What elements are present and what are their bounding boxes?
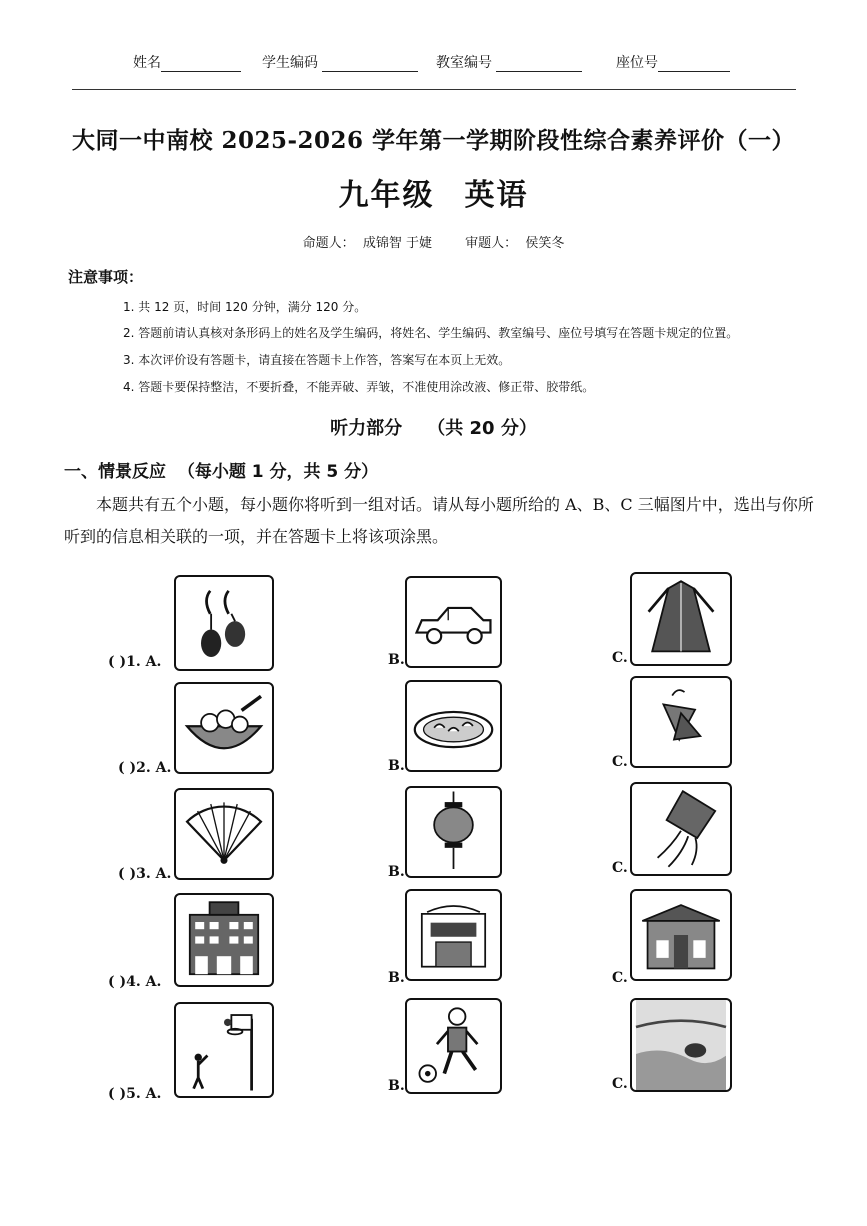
exam-title: 大同一中南校 2025-2026 学年第一学期阶段性综合素养评价（一） <box>71 127 796 154</box>
option-3c-kite-icon[interactable] <box>630 782 732 876</box>
option-5b-soccer-icon[interactable] <box>405 998 502 1094</box>
subject-label: 英语 <box>464 178 529 213</box>
option-5c-landscape-icon[interactable] <box>630 998 732 1092</box>
option-3a-folding-fan-icon[interactable] <box>174 788 274 880</box>
option-4a-office-building-icon[interactable] <box>174 893 274 987</box>
note-item: 3. 本次评价设有答题卡，请直接在答题卡上作答，答案写在本页上无效。 <box>123 353 511 367</box>
option-5a-basketball-icon[interactable] <box>174 1002 274 1098</box>
question-1-label: ( )1. A. <box>108 654 162 670</box>
option-4c-bookstore-icon[interactable] <box>630 889 732 981</box>
part-one-instruction: 本题共有五个小题，每小题你将听到一组对话。请从每小题所给的 A、B、C 三幅图片中，选出与你所听到的信息相关联的一项，并在答题卡上将该项涂黑。 <box>64 495 814 546</box>
name-field[interactable]: 姓名 <box>133 52 241 72</box>
question-3-label: ( )3. A. <box>118 866 172 882</box>
option-4b-bank-icon[interactable] <box>405 889 502 981</box>
header-divider <box>72 89 796 90</box>
option-1c-robe-icon[interactable] <box>630 572 732 666</box>
seat-number-field[interactable]: 座位号 <box>616 52 730 72</box>
notes-heading: 注意事项： <box>68 268 144 286</box>
authors-line: 命题人： 成锦智 于婕 审题人： 侯笑冬 <box>302 236 565 251</box>
student-id-field[interactable]: 学生编码 <box>262 52 418 72</box>
question-5-c-label: C. <box>612 1076 628 1092</box>
question-5-label: ( )5. A. <box>108 1086 162 1102</box>
option-2a-tangyuan-bowl-icon[interactable] <box>174 682 274 774</box>
grade-subject-title <box>0 170 867 214</box>
option-1b-car-icon[interactable] <box>405 576 502 668</box>
part-one-heading: 一、情景反应 （每小题 1 分，共 5 分） <box>64 462 379 482</box>
option-1a-earrings-icon[interactable] <box>174 575 274 671</box>
question-4-b-label: B. <box>388 970 405 986</box>
question-2-b-label: B. <box>388 758 405 774</box>
option-3b-lantern-icon[interactable] <box>405 786 502 878</box>
note-item: 2. 答题前请认真核对条形码上的姓名及学生编码，将姓名、学生编码、教室编号、座位号填写在答题卡规定的位置。 <box>123 326 739 340</box>
listening-section-title: 听力部分 （共 20 分） <box>330 418 537 439</box>
question-1-b-label: B. <box>388 652 405 668</box>
question-2-label: ( )2. A. <box>118 760 172 776</box>
question-2-c-label: C. <box>612 754 628 770</box>
question-3-c-label: C. <box>612 860 628 876</box>
room-number-field[interactable]: 教室编号 <box>436 52 582 72</box>
note-item: 1. 共 12 页，时间 120 分钟，满分 120 分。 <box>123 300 367 314</box>
question-5-b-label: B. <box>388 1078 405 1094</box>
option-2b-dumplings-plate-icon[interactable] <box>405 680 502 772</box>
question-3-b-label: B. <box>388 864 405 880</box>
option-2c-zongzi-icon[interactable] <box>630 676 732 768</box>
question-4-c-label: C. <box>612 970 628 986</box>
note-item: 4. 答题卡要保持整洁，不要折叠，不能弄破、弄皱，不准使用涂改液、修正带、胶带纸。 <box>123 380 595 394</box>
question-4-label: ( )4. A. <box>108 974 162 990</box>
question-1-c-label: C. <box>612 650 628 666</box>
grade-label: 九年级 <box>338 178 435 213</box>
